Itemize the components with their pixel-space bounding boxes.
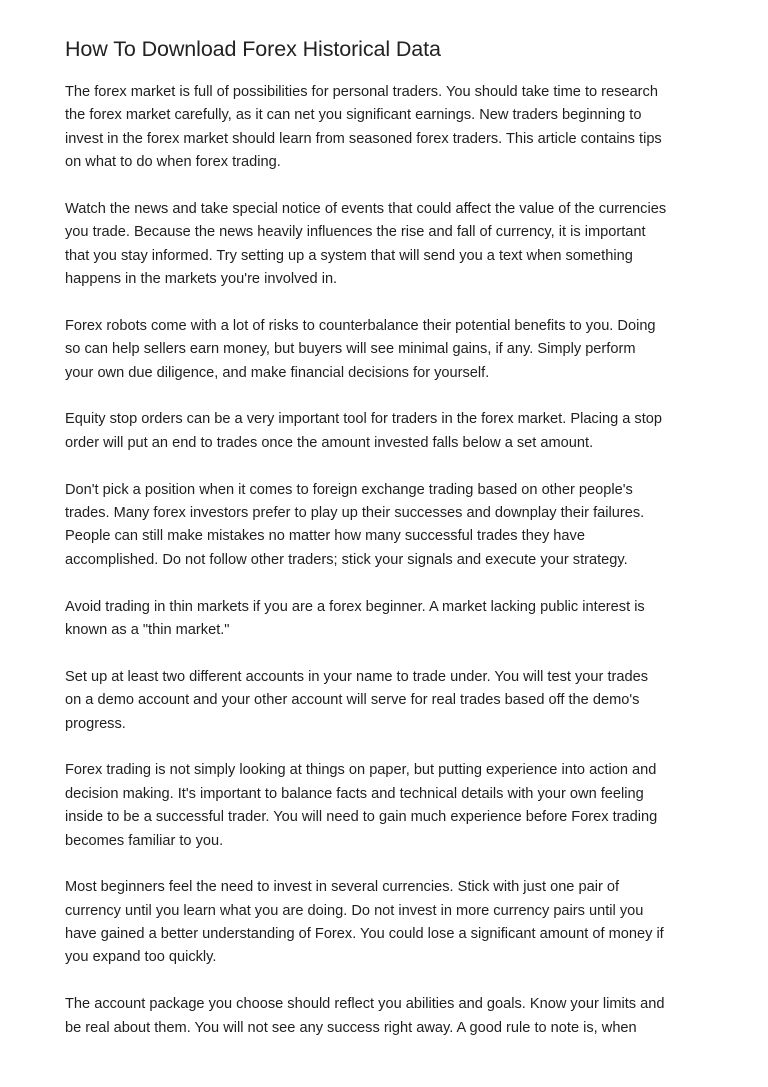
text-line: be real about them. You will not see any success right away. A good rule to note is, when	[65, 1019, 637, 1036]
text-line: on a demo account and your other account will serve for real trades based off the demo's	[65, 692, 640, 709]
paragraph	[65, 666, 704, 736]
text-line: decision making. It's important to balance facts and technical details with your own feeling	[65, 785, 644, 802]
text-line: Watch the news and take special notice of events that could affect the value of the currencies	[65, 200, 667, 217]
text-line: order will put an end to trades once the amount invested falls below a set amount.	[65, 434, 594, 451]
text-line: Equity stop orders can be a very important tool for traders in the forex market. Placing a stop	[65, 411, 663, 428]
text-line: have gained a better understanding of Forex. You could lose a significant amount of money if	[65, 926, 664, 943]
paragraph	[65, 81, 704, 175]
paragraph	[65, 315, 704, 385]
text-line: known as a "thin market."	[65, 621, 230, 638]
text-line: invest in the forex market should learn from seasoned forex traders. This article contains tips	[65, 130, 662, 147]
text-line: The account package you choose should reflect you abilities and goals. Know your limits and	[65, 996, 665, 1013]
text-line: happens in the markets you're involved in.	[65, 271, 338, 288]
paragraph	[65, 993, 704, 1040]
text-line: that you stay informed. Try setting up a system that will send you a text when something	[65, 247, 633, 264]
document-title: How To Download Forex Historical Data	[65, 37, 441, 61]
text-line: your own due diligence, and make financial decisions for yourself.	[65, 364, 490, 381]
text-line: currency until you learn what you are doing. Do not invest in more currency pairs until you	[65, 902, 644, 919]
text-line: you trade. Because the news heavily influences the rise and fall of currency, it is important	[65, 224, 646, 241]
text-line: Set up at least two different accounts in your name to trade under. You will test your trades	[65, 668, 649, 685]
text-line: accomplished. Do not follow other traders; stick your signals and execute your strategy.	[65, 551, 628, 568]
paragraph	[65, 759, 704, 853]
paragraph	[65, 479, 704, 573]
text-line: inside to be a successful trader. You will need to gain much experience before Forex trading	[65, 809, 658, 826]
text-line: Don't pick a position when it comes to foreign exchange trading based on other people's	[65, 481, 633, 498]
text-line: trades. Many forex investors prefer to play up their successes and downplay their failures.	[65, 505, 645, 522]
text-line: progress.	[65, 715, 126, 732]
text-line: Avoid trading in thin markets if you are a forex beginner. A market lacking public interest is	[65, 598, 645, 615]
text-line: on what to do when forex trading.	[65, 154, 281, 171]
text-line: you expand too quickly.	[65, 949, 217, 966]
text-line: Forex trading is not simply looking at things on paper, but putting experience into action and	[65, 762, 657, 779]
text-line: Forex robots come with a lot of risks to counterbalance their potential benefits to you. Doing	[65, 317, 656, 334]
paragraph	[65, 876, 704, 970]
paragraph	[65, 596, 704, 643]
paragraph	[65, 198, 704, 292]
document-body	[65, 81, 704, 1040]
paragraph	[65, 408, 704, 455]
text-line: Most beginners feel the need to invest in several currencies. Stick with just one pair of	[65, 879, 620, 896]
text-line: so can help sellers earn money, but buyers will see minimal gains, if any. Simply perform	[65, 341, 636, 358]
text-line: The forex market is full of possibilities for personal traders. You should take time to research	[65, 84, 658, 100]
text-line: People can still make mistakes no matter how many successful trades they have	[65, 528, 585, 545]
text-line: becomes familiar to you.	[65, 832, 224, 849]
text-line: the forex market carefully, as it can net you significant earnings. New traders beginning to	[65, 107, 642, 124]
